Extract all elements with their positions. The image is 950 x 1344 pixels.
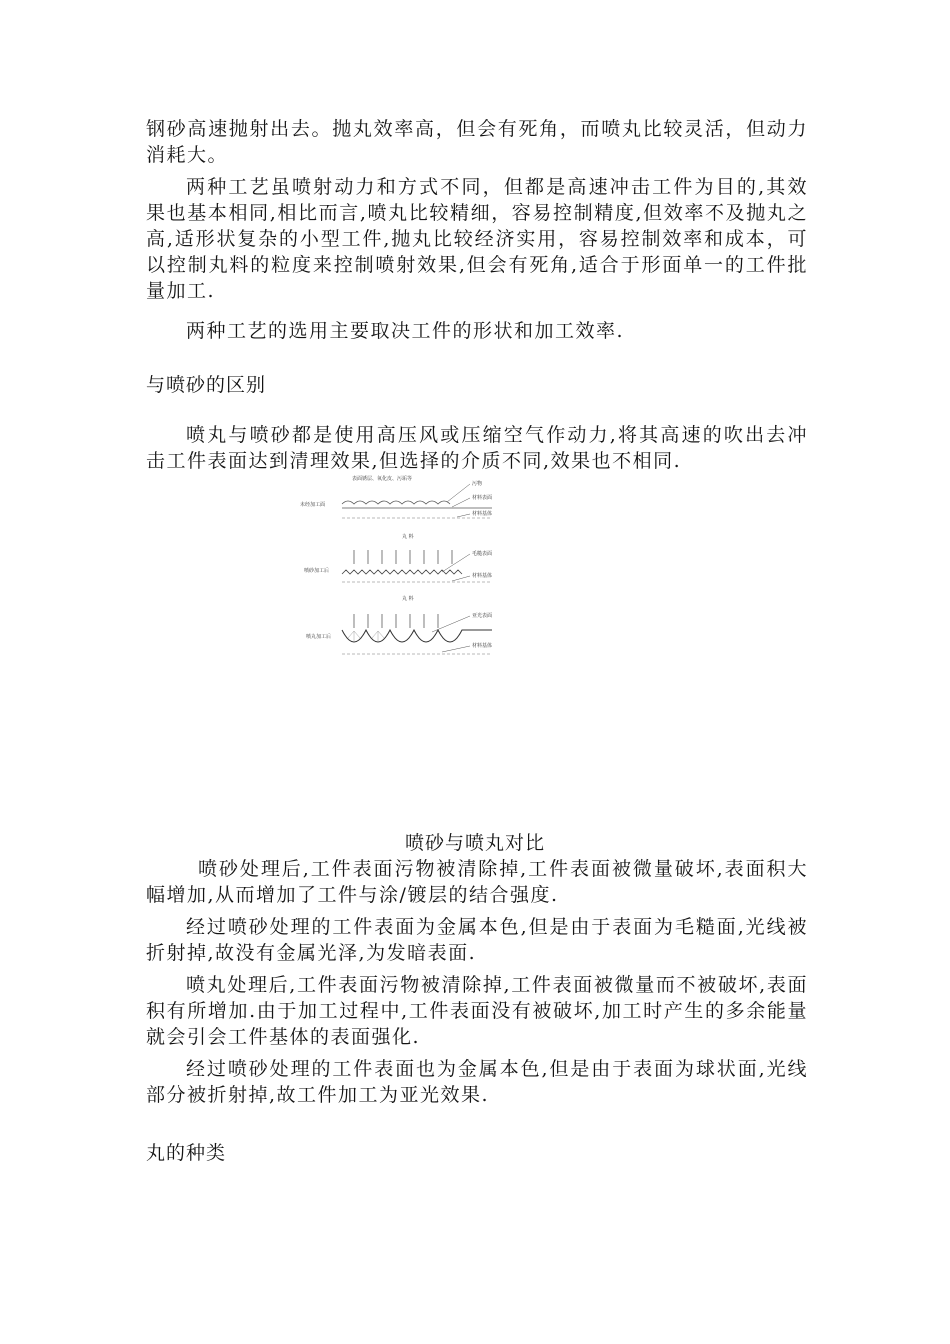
paragraph-process-selection: 两种工艺的选用主要取决工件的形状和加工效率.: [186, 320, 625, 342]
paragraph-sandblast-surface: 经过喷砂处理的工件表面为金属本色,但是由于表面为毛糙面,光线被折射掉,故没有金属光泽,为发暗表面.: [146, 916, 808, 964]
row1-leader-1: [447, 484, 470, 502]
diagram-row1-right-2: 材料表面: [472, 495, 493, 501]
row2-leader-2: [452, 576, 470, 581]
diagram-row2-right-2: 材料基体: [472, 573, 493, 579]
diagram-row3-left: 喷丸加工后: [306, 634, 332, 640]
diagram-row2-right-1: 毛糙表面: [472, 551, 493, 557]
row3-dimpled-surface: [342, 630, 492, 642]
comparison-diagram: [292, 470, 508, 674]
paragraph-difference: 喷丸与喷砂都是使用高压风或压缩空气作动力,将其高速的吹出去冲击工件表面达到清理效果,但选择的介质不同,效果也不相同.: [146, 424, 808, 472]
diagram-row1-right-1: 污物: [472, 481, 483, 487]
diagram-row1-right-3: 材料基体: [472, 511, 493, 517]
row1-leader-3: [457, 514, 470, 517]
figure-caption: 喷砂与喷丸对比: [404, 832, 545, 854]
row3-dimple-rays: [348, 631, 384, 641]
row1-leader-2: [452, 498, 470, 507]
row3-leader-2: [442, 646, 470, 652]
diagram-between-1: 丸 料: [402, 534, 414, 540]
paragraph-shotpeen-surface: 经过喷砂处理的工件表面也为金属本色,但是由于表面为球状面,光线部分被折射掉,故工件加工为亚光效果.: [146, 1058, 808, 1106]
heading-shot-types: 丸的种类: [146, 1142, 227, 1164]
diagram-note-top: 表面锈层、氧化皮、污垢等: [352, 476, 413, 482]
diagram-row2-left: 喷砂加工后: [304, 568, 330, 574]
paragraph-shotpeen-result: 喷丸处理后,工件表面污物被清除掉,工件表面被微量而不被破坏,表面积有所增加.由于加工过程中,工件表面没有被破坏,加工时产生的多余能量就会引会工件基体的表面强化.: [146, 974, 808, 1048]
row2-leader-1: [442, 554, 470, 572]
paragraph-process-comparison: 两种工艺虽喷射动力和方式不同，但都是高速冲击工件为目的,其效果也基本相同,相比而言,喷丸比较精细，容易控制精度,但效率不及抛丸之高,适形状复杂的小型工件,抛丸比较经济实用，容易控制效率和成本，可以控制丸料的粒度来控制喷射效果,但会有死角,适合于形面单一的工件批量加工.: [146, 176, 808, 302]
paragraph-shot-blasting-efficiency: 钢砂高速抛射出去。抛丸效率高，但会有死角，而喷丸比较灵活，但动力消耗大。: [146, 118, 808, 166]
paragraph-sandblast-result: 喷砂处理后,工件表面污物被清除掉,工件表面被微量破坏,表面积大幅增加,从而增加了工件与涂/镀层的结合强度.: [146, 858, 808, 906]
diagram-row1-left: 未经加工面: [300, 502, 326, 508]
diagram-row3-right-1: 亚光表面: [472, 613, 493, 619]
row1-dirt-line: [342, 501, 450, 504]
diagram-row3-right-2: 材料基体: [472, 643, 493, 649]
row2-arrows: [354, 550, 452, 564]
diagram-between-2: 丸 料: [402, 596, 414, 602]
comparison-diagram-svg: [292, 470, 508, 674]
row3-arrows: [354, 614, 438, 628]
heading-difference-from-sandblasting: 与喷砂的区别: [146, 374, 267, 396]
